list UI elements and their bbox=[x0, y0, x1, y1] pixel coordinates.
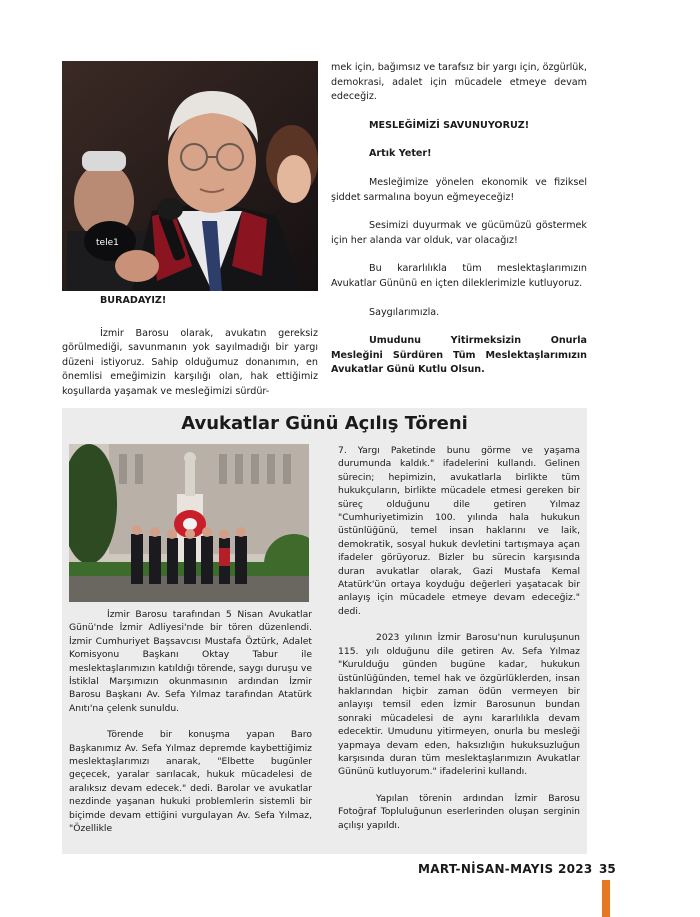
page-number: 35 bbox=[599, 862, 616, 876]
box-left-paragraph-1: İzmir Barosu tarafından 5 Nisan Avukatlar Günü'nde İzmir Adliyesi'nde bir tören düzenlendi. İzmir Cumhuriyet Başsavcısı Mustafa Öztürk, Adalet Komisyonu Başkanı Oktay Tabur ile meslektaşlarımızın katıldığı törende, saygı duruşu ve İstiklal Marşımızın okunmasının ardından İzmir Barosu Başkanı Av. Sefa Yılmaz tarafından Atatürk Anıtı'na çelenk sunuldu. bbox=[69, 609, 312, 714]
box-right-paragraph-1: 7. Yargı Paketinde bunu görme ve yaşama durumunda kaldık." ifadelerini kullandı. Gelinen sürecin; hepimizin, avukatlarla birlikte tüm hukukçuların, birlikte mücadele etmesi gereken bir süreç olduğunu dile getiren Yılmaz "Cumhuriyetimizin 100. yılında hala hukukun üstünlüğünü, temel insan haklarını ve laik, demokratik, sosyal hukuk devletini tartışmaya açan ifadeler görüyoruz. Bizler bu sürecin karşısında duran avukatlar olarak, Gazi Mustafa Kemal Atatürk'ün ortaya koyduğu değerleri yaşatacak bir anlayış için mücadele etmeye devam edeceğiz." dedi. bbox=[338, 445, 580, 617]
box-left-paragraph-2: Törende bir konuşma yapan Baro Başkanımız Av. Sefa Yılmaz depremde kaybettiğimiz meslektaşlarımızı anarak, "Elbette bugünler geçecek, yaralar sarılacak, hukuk mücadelesi de aralıksız devam edecek." dedi. Barolar ve avukatlar nezdinde yaşanan hukuki problemlerin sistemli bir biçimde devam ettiğini vurgulayan Av. Sefa Yılmaz, "Özellikle bbox=[69, 729, 312, 835]
top-right-paragraph-4: Bu kararlılıkla tüm meslektaşlarımızın Avukatlar Gününü en içten dileklerimizle kutluyoruz. bbox=[331, 263, 587, 289]
accent-bar bbox=[602, 880, 610, 917]
top-right-paragraph-5: Saygılarımızla. bbox=[369, 306, 440, 318]
heading-buradayiz: BURADAYIZ! bbox=[100, 295, 167, 306]
issue-label: MART-NİSAN-MAYIS 2023 bbox=[418, 862, 593, 876]
top-right-paragraph-1: mek için, bağımsız ve tarafsız bir yargı için, özgürlük, demokrasi, adalet için mücadele etmeye devam edeceğiz. bbox=[331, 62, 587, 103]
speaker-photo bbox=[62, 61, 318, 291]
box-right-column bbox=[338, 444, 580, 832]
top-right-paragraph-2: Mesleğimize yönelen ekonomik ve fiziksel şiddet sarmalına boyun eğmeyeceğiz! bbox=[331, 176, 587, 203]
subheading-artik-yeter: Artık Yeter! bbox=[369, 148, 432, 160]
top-right-paragraph-3: Sesimizi duyurmak ve gücümüzü göstermek için her alanda var olduk, var olacağız! bbox=[331, 220, 587, 246]
ceremony-article-box bbox=[62, 408, 587, 854]
top-left-paragraph: İzmir Barosu olarak, avukatın gereksiz görülmediği, savunmanın yok sayılmadığı bir yargı düzeni istiyoruz. Sahip olduğumuz donanımın, en önemlisi emeğimizin karşılığı olan, hak ettiğimiz koşullarda yaşamak ve mesleğimizi sürdür- bbox=[62, 327, 318, 397]
article-title: Avukatlar Günü Açılış Töreni bbox=[181, 413, 468, 434]
mic-logo: tele1 bbox=[96, 238, 119, 248]
heading-meslegimizi-savunuyoruz: MESLEĞİMİZİ SAVUNUYORUZ! bbox=[369, 119, 530, 131]
box-right-paragraph-3: Yapılan törenin ardından İzmir Barosu Fotoğraf Topluluğunun eserlerinden oluşan serginin açılışı yapıldı. bbox=[338, 792, 580, 831]
box-left-column bbox=[69, 608, 312, 836]
top-right-closing: Umudunu Yitirmeksizin Onurla Mesleğini Sürdüren Tüm Meslektaşlarımızın Avukatlar Günü Kutlu Olsun. bbox=[331, 335, 587, 376]
box-right-paragraph-2: 2023 yılının İzmir Barosu'nun kuruluşunun 115. yılı olduğunu dile getiren Av. Sefa Yılmaz "Kurulduğu günden bugüne kadar, hukukun üstünlüğünden, temel hak ve özgürlüklerden, insan haklarından hiçbir zaman ödün vermeyen bir anlayışı temsil eden İzmir Barosunun bundan sonraki mücadelesi de aynı kararlılıkla devam edecektir. Umudunu yitirmeyen, onurla bu mesleği yapmaya devam eden, haksızlığın hukuksuzluğun karşısında duran tüm meslektaşlarımızın Avukatlar Gününü kutluyorum." ifadelerini kullandı. bbox=[338, 632, 580, 778]
ceremony-photo bbox=[69, 444, 309, 602]
top-right-column bbox=[331, 61, 587, 378]
top-left-column bbox=[62, 294, 318, 400]
